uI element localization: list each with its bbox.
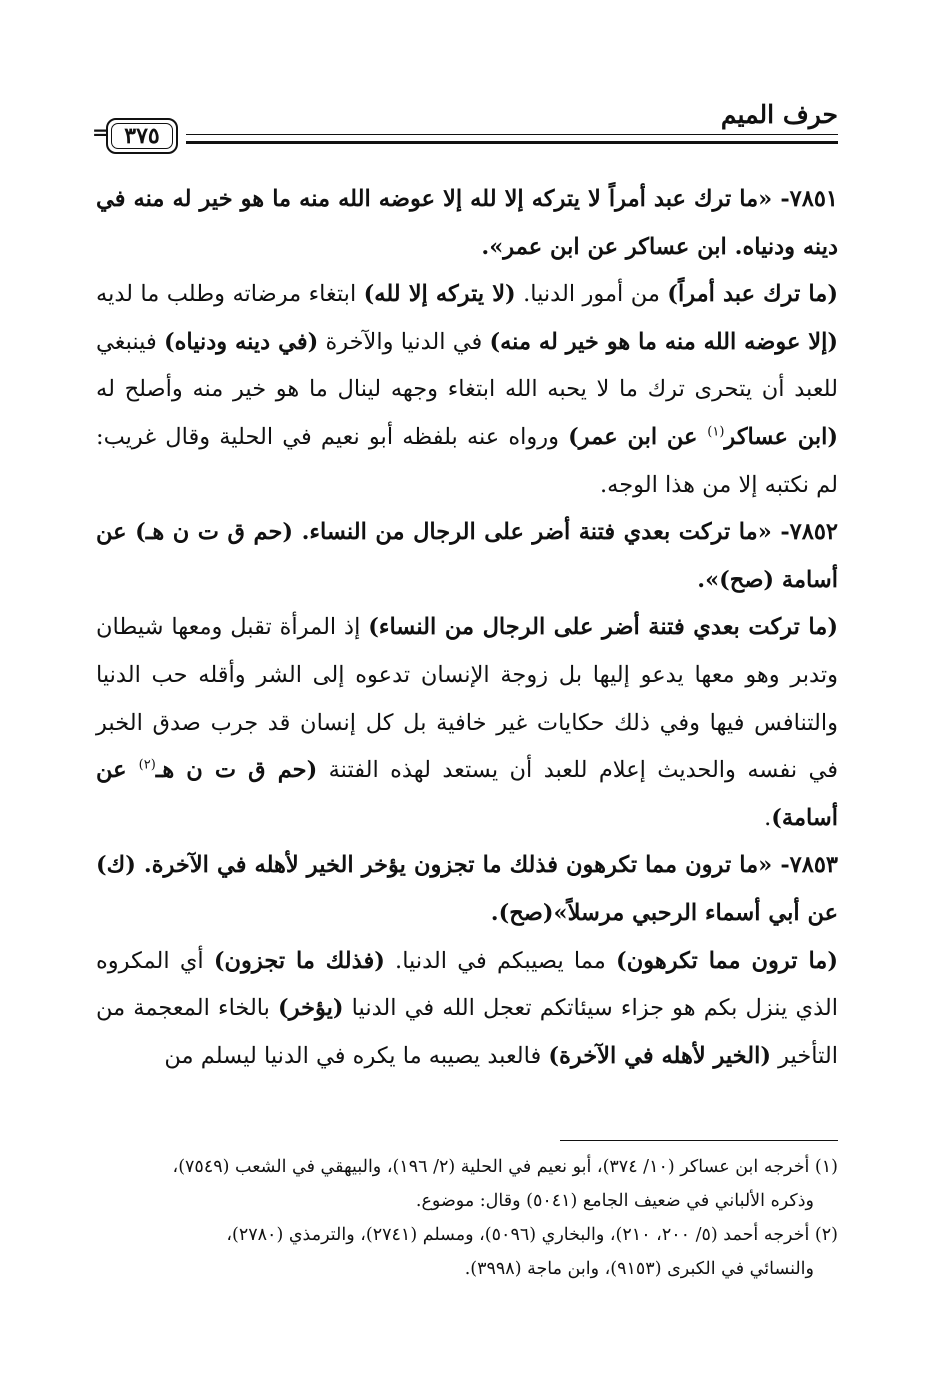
commentary-text: فالعبد يصيبه ما يكره في الدنيا ليسلم من bbox=[164, 1042, 549, 1069]
hadith-number: ٧٨٥٣- bbox=[780, 852, 838, 879]
quoted-phrase: عن ابن عمر) bbox=[568, 423, 708, 450]
footnote-2-continued: والنسائي في الكبرى (٩١٥٣)، وابن ماجة (٣٩٩٨). bbox=[464, 1259, 814, 1279]
hadith-7853 bbox=[96, 842, 838, 937]
commentary-text: في الدنيا والآخرة bbox=[318, 328, 490, 355]
header-rule-thin bbox=[186, 134, 838, 135]
commentary-text: مما يصيبكم في الدنيا. bbox=[384, 947, 617, 974]
hadith-7852 bbox=[96, 509, 838, 604]
commentary-text: إذ المرأة تقبل ومعها شيطان وتدبر وهو معها يدعو إليها بل زوجة الإنسان تدعوه إلى الشر وأقله حب الدنيا والتنافس فيها وفي ذلك حكايات غير خافية بل كل إنسان قد جرب صدق الخبر في نفسه والحديث إعلام للعبد أن يستعد لهذه الفتنة bbox=[96, 614, 838, 784]
page-number-frame bbox=[106, 118, 178, 154]
commentary-7852 bbox=[96, 604, 838, 842]
footnotes bbox=[96, 1150, 838, 1286]
hadith-7851 bbox=[96, 176, 838, 271]
commentary-text: أي المكروه الذي ينزل بكم هو جزاء سيئاتكم تعجل الله في الدنيا bbox=[96, 947, 838, 1022]
quoted-phrase: (الخير لأهله في الآخرة) bbox=[548, 1042, 771, 1069]
main-text bbox=[96, 176, 838, 1080]
hadith-text: «ما ترك عبد أمراً لا يتركه إلا لله إلا عوضه الله منه ما هو خير له منه في دينه ودنياه. ابن عساكر عن ابن عمر». bbox=[96, 186, 838, 260]
quoted-phrase: (إلا عوضه الله منه ما هو خير له منه) bbox=[489, 328, 838, 355]
footnote-ref: (١) bbox=[707, 424, 725, 440]
quoted-phrase: عن أسامة) bbox=[96, 757, 838, 831]
commentary-text: ابتغاء مرضاته وطلب ما لديه bbox=[96, 281, 364, 308]
hadith-text: «ما تركت بعدي فتنة أضر على الرجال من النساء. (حم ق ت ن هـ) عن أسامة (صح)». bbox=[96, 519, 838, 593]
commentary-text: بالخاء المعجمة من التأخير bbox=[96, 995, 838, 1069]
quoted-phrase: (ما ترون مما تكرهون) bbox=[616, 947, 839, 974]
hadith-number: ٧٨٥٢- bbox=[780, 519, 838, 546]
quoted-phrase: (ما ترك عبد أمراً) bbox=[667, 281, 838, 308]
header-rule-thick bbox=[186, 141, 838, 144]
quoted-phrase: (لا يتركه إلا لله) bbox=[363, 281, 516, 308]
page-header bbox=[92, 100, 838, 160]
hadith-number: ٧٨٥١- bbox=[780, 186, 838, 212]
footnote-1-continued: وذكره الألباني في ضعيف الجامع (٥٠٤١) وقال: موضوع. bbox=[415, 1191, 814, 1211]
commentary-text: فينبغي للعبد أن يتحرى ترك ما لا يحبه الله ابتغاء وجهه لينال ما هو خير منه وأصلح له bbox=[96, 328, 838, 403]
commentary-text: ورواه عنه بلفظه أبو نعيم في الحلية وقال غريب: لم نكتبه إلا من هذا الوجه. bbox=[96, 423, 838, 498]
quoted-phrase: (في دينه ودنياه) bbox=[163, 328, 319, 355]
page-number: ٣٧٥ bbox=[124, 123, 160, 149]
quoted-phrase: (فذلك ما تجزون) bbox=[213, 947, 385, 974]
footnote-1: (١) أخرجه ابن عساكر (١٠/ ٣٧٤)، أبو نعيم في الحلية (٢/ ١٩٦)، والبيهقي في الشعب (٧٥٤٩)، bbox=[172, 1157, 838, 1177]
footnote-ref: (٢) bbox=[138, 757, 156, 773]
footnote-separator bbox=[560, 1140, 838, 1141]
commentary-text: . bbox=[764, 804, 772, 831]
section-title: حرف الميم bbox=[720, 100, 838, 129]
commentary-text: من أمور الدنيا. bbox=[515, 281, 668, 308]
footnote-2: (٢) أخرجه أحمد (٥/ ٢٠٠، ٢١٠)، والبخاري (٥٠٩٦)، ومسلم (٢٧٤١)، والترمذي (٢٧٨٠)، bbox=[226, 1225, 838, 1245]
commentary-7853 bbox=[96, 938, 838, 1081]
header-equals-mark: = bbox=[92, 120, 109, 144]
commentary-7851 bbox=[96, 271, 838, 509]
quoted-phrase: (ابن عساكر bbox=[724, 423, 839, 450]
quoted-phrase: (يؤخر) bbox=[278, 995, 344, 1022]
quoted-phrase: (حم ق ت ن هـ bbox=[155, 757, 318, 784]
hadith-text: «ما ترون مما تكرهون فذلك ما تجزون يؤخر الخير لأهله في الآخرة. (ك) عن أبي أسماء الرحبي مرسلاً»(صح). bbox=[96, 852, 838, 926]
quoted-phrase: (ما تركت بعدي فتنة أضر على الرجال من النساء) bbox=[368, 614, 838, 641]
